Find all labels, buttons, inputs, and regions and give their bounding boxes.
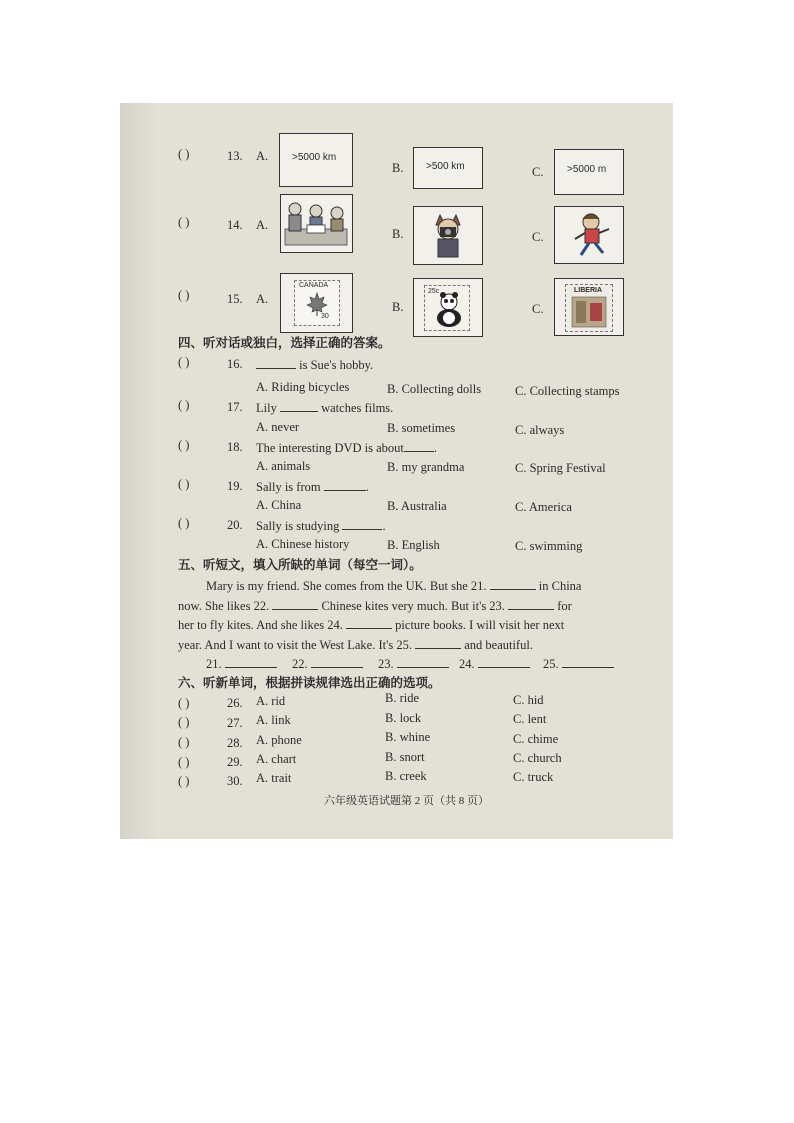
answer-24[interactable]: 24. xyxy=(459,656,530,671)
q19-option-b[interactable]: B. Australia xyxy=(387,499,447,513)
q26-option-a[interactable]: A. rid xyxy=(256,694,286,708)
q15-b-label: B. xyxy=(392,300,404,314)
q26-option-b[interactable]: B. ride xyxy=(385,691,420,705)
q29-option-b[interactable]: B. snort xyxy=(385,750,425,764)
q13-b-text: >500 km xyxy=(426,161,465,172)
q13-b-box[interactable] xyxy=(413,147,483,189)
panda-icon xyxy=(425,286,469,330)
q14-a-label: A. xyxy=(256,218,269,232)
q20-option-a[interactable]: A. Chinese history xyxy=(256,537,350,551)
liberia-stamp-picture[interactable] xyxy=(554,278,624,336)
answer-paren[interactable]: ( ) xyxy=(178,715,190,729)
q26-option-c[interactable]: C. hid xyxy=(513,693,544,707)
family-reading-icon xyxy=(281,195,352,252)
q17-option-b[interactable]: B. sometimes xyxy=(387,421,456,435)
q30-option-c[interactable]: C. truck xyxy=(513,770,554,784)
q18-option-b[interactable]: B. my grandma xyxy=(387,460,465,474)
q28-option-c[interactable]: C. chime xyxy=(513,732,559,746)
q20-option-c[interactable]: C. swimming xyxy=(515,539,583,553)
q28-number: 28. xyxy=(227,736,243,750)
panda-stamp-value: 25c xyxy=(428,288,440,295)
q27-option-c[interactable]: C. lent xyxy=(513,712,547,726)
liberia-stamp-text: LIBERIA xyxy=(574,287,602,294)
liberia-stamp-art-icon xyxy=(566,285,612,331)
q19-stem: Sally is from . xyxy=(256,480,369,494)
canada-stamp-text: CANADA xyxy=(299,282,329,289)
q27-option-a[interactable]: A. link xyxy=(256,713,291,727)
q30-number: 30. xyxy=(227,774,243,788)
boy-running-picture[interactable] xyxy=(554,206,624,264)
q17-option-a[interactable]: A. never xyxy=(256,420,300,434)
section4-title: 四、听对话或独白，选择正确的答案。 xyxy=(178,335,391,350)
page-shadow xyxy=(120,103,160,839)
passage-line-1: Mary is my friend. She comes from the UK. But she 21. in China xyxy=(206,579,582,593)
q20-option-b[interactable]: B. English xyxy=(387,538,440,552)
boy-taking-photo-picture[interactable] xyxy=(413,206,483,265)
answer-21[interactable]: 21. xyxy=(206,656,277,671)
q28-option-a[interactable]: A. phone xyxy=(256,733,302,747)
q16-option-b[interactable]: B. Collecting dolls xyxy=(387,382,482,396)
answer-paren[interactable]: ( ) xyxy=(178,438,190,452)
exam-page xyxy=(120,103,673,839)
page-footer: 六年级英语试题第 2 页（共 8 页） xyxy=(324,795,489,807)
q27-number: 27. xyxy=(227,716,243,730)
canada-stamp-picture[interactable] xyxy=(280,273,353,333)
answer-25[interactable]: 25. xyxy=(543,656,614,671)
photographer-icon xyxy=(414,207,482,264)
answer-23[interactable]: 23. xyxy=(378,656,449,671)
q18-option-a[interactable]: A. animals xyxy=(256,459,311,473)
q13-c-label: C. xyxy=(532,165,544,179)
q20-stem: Sally is studying . xyxy=(256,519,386,533)
answer-paren[interactable]: ( ) xyxy=(178,696,190,710)
passage-line-3: her to fly kites. And she likes 24. picture books. I will visit her next xyxy=(178,618,565,632)
q13-a-text: >5000 km xyxy=(292,152,337,163)
q16-number: 16. xyxy=(227,357,243,371)
q18-number: 18. xyxy=(227,440,243,454)
q29-number: 29. xyxy=(227,755,243,769)
maple-leaf-icon xyxy=(295,281,339,325)
panda-stamp-picture[interactable] xyxy=(413,278,483,337)
family-reading-picture[interactable] xyxy=(280,194,353,253)
q13-c-text: >5000 m xyxy=(567,164,607,175)
q17-option-c[interactable]: C. always xyxy=(515,423,565,437)
answer-paren[interactable]: ( ) xyxy=(178,355,190,369)
answer-paren[interactable]: ( ) xyxy=(178,755,190,769)
q14-b-label: B. xyxy=(392,227,404,241)
q13-a-label: A. xyxy=(256,149,269,163)
q27-option-b[interactable]: B. lock xyxy=(385,711,422,725)
running-boy-icon xyxy=(555,207,623,263)
answer-paren[interactable]: ( ) xyxy=(178,147,190,161)
q13-number: 13. xyxy=(227,149,243,163)
q16-option-c[interactable]: C. Collecting stamps xyxy=(515,384,620,398)
q16-stem: is Sue's hobby. xyxy=(256,357,373,372)
answer-paren[interactable]: ( ) xyxy=(178,774,190,788)
q14-number: 14. xyxy=(227,218,243,232)
q19-option-a[interactable]: A. China xyxy=(256,498,302,512)
q30-option-b[interactable]: B. creek xyxy=(385,769,427,783)
q14-c-label: C. xyxy=(532,230,544,244)
q28-option-b[interactable]: B. whine xyxy=(385,730,431,744)
q30-option-a[interactable]: A. trait xyxy=(256,771,292,785)
q13-c-box[interactable] xyxy=(554,149,624,195)
q18-option-c[interactable]: C. Spring Festival xyxy=(515,461,606,475)
answer-paren[interactable]: ( ) xyxy=(178,477,190,491)
q15-a-label: A. xyxy=(256,292,269,306)
answer-paren[interactable]: ( ) xyxy=(178,288,190,302)
q26-number: 26. xyxy=(227,696,243,710)
q17-stem: Lily watches films. xyxy=(256,401,394,415)
q13-b-label: B. xyxy=(392,161,404,175)
q18-stem: The interesting DVD is about . xyxy=(256,441,438,455)
passage-line-2: now. She likes 22. Chinese kites very much. But it's 23. for xyxy=(178,599,572,613)
q19-number: 19. xyxy=(227,479,243,493)
q15-c-label: C. xyxy=(532,302,544,316)
q29-option-c[interactable]: C. church xyxy=(513,751,562,765)
q17-number: 17. xyxy=(227,400,243,414)
q16-option-a[interactable]: A. Riding bicycles xyxy=(256,380,350,394)
q19-option-c[interactable]: C. America xyxy=(515,500,572,514)
answer-paren[interactable]: ( ) xyxy=(178,215,190,229)
q29-option-a[interactable]: A. chart xyxy=(256,752,297,766)
q13-a-box[interactable] xyxy=(279,133,353,187)
answer-paren[interactable]: ( ) xyxy=(178,398,190,412)
canada-stamp-value: 30 xyxy=(321,313,329,320)
q20-number: 20. xyxy=(227,518,243,532)
answer-paren[interactable]: ( ) xyxy=(178,516,190,530)
answer-22[interactable]: 22. xyxy=(292,656,363,671)
section6-title: 六、听新单词，根据拼读规律选出正确的选项。 xyxy=(178,675,441,690)
q15-number: 15. xyxy=(227,292,243,306)
passage-line-4: year. And I want to visit the West Lake. It's 25. and beautiful. xyxy=(178,638,533,652)
answer-paren[interactable]: ( ) xyxy=(178,735,190,749)
section5-title: 五、听短文，填入所缺的单词（每空一词）。 xyxy=(178,557,422,572)
